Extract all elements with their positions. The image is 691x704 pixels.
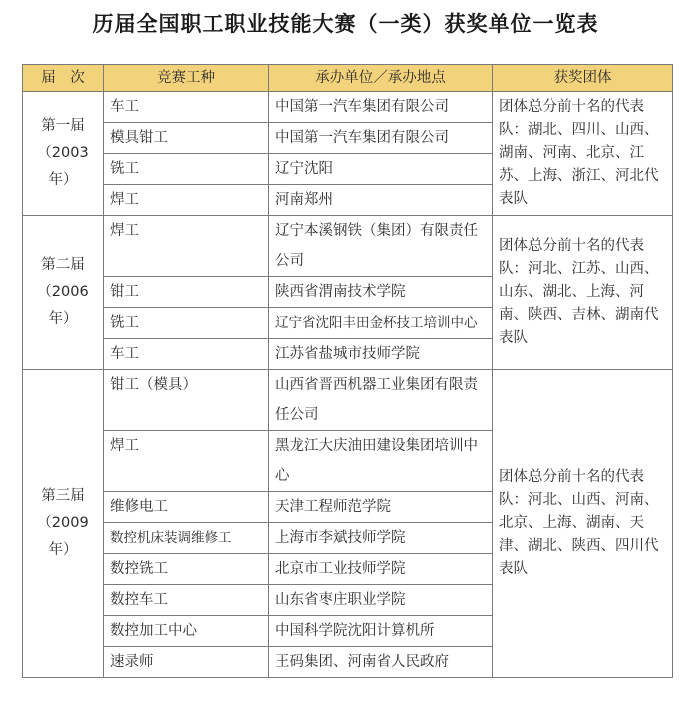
award-cell: 团体总分前十名的代表队：湖北、四川、山西、湖南、河南、北京、江苏、上海、浙江、河北代表队 <box>493 92 673 216</box>
trade-cell: 焊工 <box>104 185 269 216</box>
header-trade: 竞赛工种 <box>104 65 269 92</box>
trade-cell: 维修电工 <box>104 492 269 523</box>
table-row <box>23 216 673 277</box>
edition-cell <box>23 216 104 370</box>
trade-cell: 焊工 <box>104 431 269 492</box>
trade-cell: 数控车工 <box>104 585 269 616</box>
host-cell: 山西省晋西机器工业集团有限责任公司 <box>269 370 493 431</box>
table-row <box>23 370 673 431</box>
host-cell: 辽宁本溪钢铁（集团）有限责任公司 <box>269 216 493 277</box>
trade-cell: 速录师 <box>104 647 269 678</box>
edition-name: 第二届 <box>41 257 85 273</box>
trade-cell: 车工 <box>104 92 269 123</box>
award-cell: 团体总分前十名的代表队：河北、江苏、山西、山东、湖北、上海、河南、陕西、吉林、湖南代表队 <box>493 216 673 370</box>
host-cell: 陕西省渭南技术学院 <box>269 277 493 308</box>
trade-cell: 模具钳工 <box>104 123 269 154</box>
host-cell: 山东省枣庄职业学院 <box>269 585 493 616</box>
edition-name: 第一届 <box>41 118 85 134</box>
host-cell: 天津工程师范学院 <box>269 492 493 523</box>
edition-year: （2009年） <box>37 515 89 558</box>
host-cell: 中国科学院沈阳计算机所 <box>269 616 493 647</box>
trade-cell: 数控加工中心 <box>104 616 269 647</box>
header-row <box>23 65 673 92</box>
trade-cell: 焊工 <box>104 216 269 277</box>
trade-cell: 铣工 <box>104 154 269 185</box>
host-cell: 江苏省盐城市技师学院 <box>269 339 493 370</box>
trade-cell: 钳工 <box>104 277 269 308</box>
awards-table <box>22 64 673 678</box>
host-cell: 河南郑州 <box>269 185 493 216</box>
table-row <box>23 92 673 123</box>
trade-cell: 数控机床装调维修工 <box>104 523 269 554</box>
host-cell: 中国第一汽车集团有限公司 <box>269 123 493 154</box>
edition-cell <box>23 92 104 216</box>
host-cell: 王码集团、河南省人民政府 <box>269 647 493 678</box>
trade-cell: 铣工 <box>104 308 269 339</box>
page-title: 历届全国职工职业技能大赛（一类）获奖单位一览表 <box>92 12 599 36</box>
header-award: 获奖团体 <box>493 65 673 92</box>
host-cell: 辽宁沈阳 <box>269 154 493 185</box>
award-cell: 团体总分前十名的代表队：河北、山西、河南、北京、上海、湖南、天津、湖北、陕西、四川代表队 <box>493 370 673 678</box>
edition-name: 第三届 <box>41 488 85 504</box>
host-cell: 中国第一汽车集团有限公司 <box>269 92 493 123</box>
edition-cell <box>23 370 104 678</box>
trade-cell: 钳工（模具） <box>104 370 269 431</box>
host-cell: 黑龙江大庆油田建设集团培训中心 <box>269 431 493 492</box>
trade-cell: 车工 <box>104 339 269 370</box>
header-host: 承办单位／承办地点 <box>269 65 493 92</box>
host-cell: 北京市工业技师学院 <box>269 554 493 585</box>
host-cell: 辽宁省沈阳丰田金杯技工培训中心 <box>269 308 493 339</box>
header-edition: 届 次 <box>23 65 104 92</box>
trade-cell: 数控铣工 <box>104 554 269 585</box>
edition-year: （2006年） <box>37 284 89 327</box>
host-cell: 上海市李斌技师学院 <box>269 523 493 554</box>
edition-year: （2003年） <box>37 145 89 188</box>
